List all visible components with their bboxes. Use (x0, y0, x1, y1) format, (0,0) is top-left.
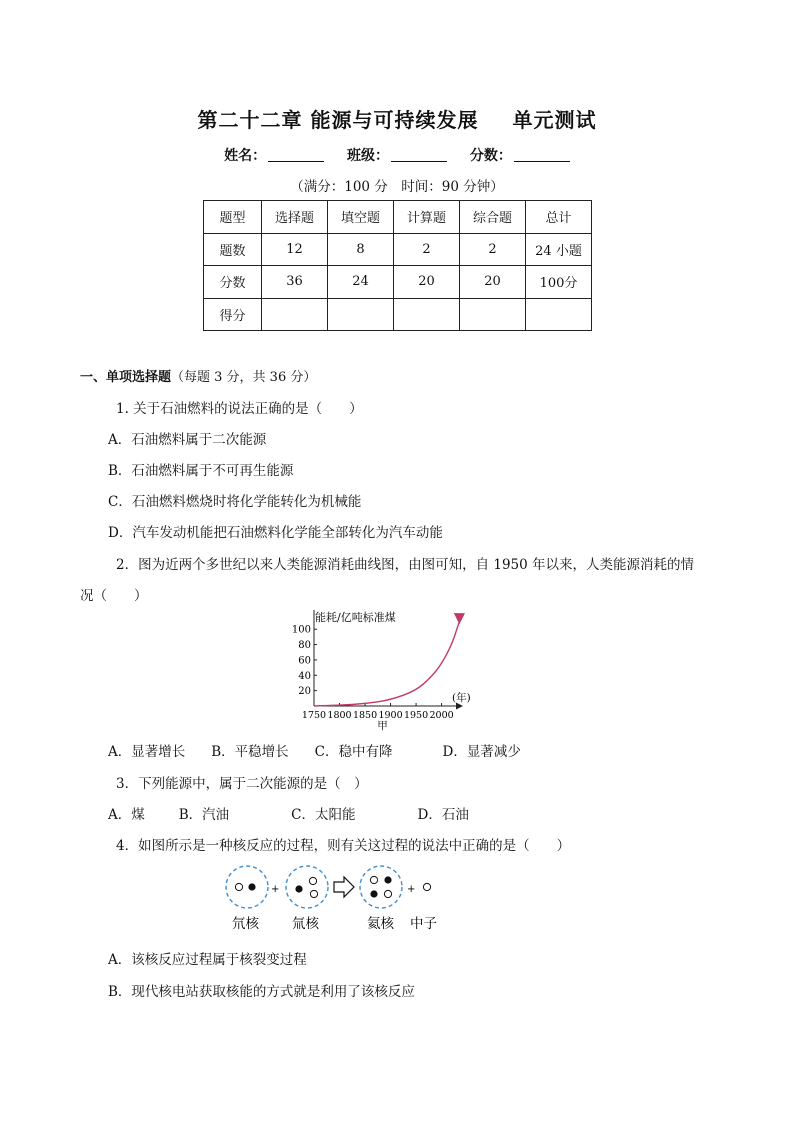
y-tick-label: 80 (298, 640, 311, 652)
q3-option-d[interactable]: D．石油 (417, 807, 469, 823)
y-tick-label: 40 (298, 670, 311, 682)
neutron-particle (310, 890, 317, 897)
y-tick-label: 20 (298, 686, 311, 698)
table-cell: 得分 (204, 298, 262, 331)
q3-option-b[interactable]: B．汽油 (178, 807, 230, 823)
proton-particle (370, 890, 377, 897)
student-info-fields (0, 145, 794, 165)
q2-option-b[interactable]: B．平稳增长 (211, 744, 289, 760)
table-cell: 题数 (204, 233, 262, 266)
score-table (203, 200, 592, 331)
q1-option-d[interactable]: D．汽车发动机能把石油燃料化学能全部转化为汽车动能 (108, 525, 443, 541)
table-cell: 2 (460, 233, 526, 266)
table-cell: 填空题 (328, 201, 394, 234)
table-cell: 分数 (204, 266, 262, 299)
table-row (204, 266, 592, 299)
table-cell: 2 (394, 233, 460, 266)
q4-stem: 4．如图所示是一种核反应的过程，则有关这过程的说法中正确的是（ ） (116, 838, 571, 854)
q2-option-d[interactable]: D．显著减少 (442, 744, 521, 760)
table-cell: 24 (328, 266, 394, 299)
name-field[interactable]: 姓名： (224, 148, 324, 164)
q4-option-a[interactable]: A．该核反应过程属于核裂变过程 (108, 952, 307, 968)
table-cell: 总计 (526, 201, 592, 234)
q1-stem: 1. 关于石油燃料的说法正确的是（ ） (116, 401, 363, 417)
q3-option-a[interactable]: A．煤 (108, 807, 145, 823)
score-input-cell[interactable] (262, 298, 328, 331)
q2-options-row (108, 740, 521, 760)
q3-stem: 3．下列能源中，属于二次能源的是（ ） (116, 776, 368, 792)
x-tick-label: 1900 (378, 710, 403, 721)
deuterium-nucleus-icon (226, 866, 268, 908)
tritium-nucleus-icon (286, 866, 328, 908)
exam-meta: （满分：100 分 时间：90 分钟） (290, 179, 504, 195)
q1-option-c[interactable]: C．石油燃料燃烧时将化学能转化为机械能 (108, 494, 362, 510)
neutron-particle (309, 877, 316, 884)
reaction-arrow-icon (334, 877, 354, 897)
label-helium: 氦核 (367, 916, 394, 932)
q3-option-c[interactable]: C．太阳能 (291, 807, 356, 823)
page-title (0, 104, 794, 133)
label-deuterium: 氘核 (232, 916, 259, 932)
energy-consumption-chart (290, 604, 490, 732)
score-input-cell[interactable] (460, 298, 526, 331)
x-axis-label: (年) (452, 692, 471, 704)
class-field[interactable]: 班级： (347, 148, 447, 164)
table-cell: 8 (328, 233, 394, 266)
table-cell: 选择题 (262, 201, 328, 234)
table-cell: 36 (262, 266, 328, 299)
q2-option-c[interactable]: C．稳中有降 (314, 744, 393, 760)
test-name: 单元测试 (512, 108, 597, 132)
q1-option-a[interactable]: A．石油燃料属于二次能源 (108, 432, 267, 448)
x-tick-label: 1950 (403, 710, 429, 721)
helium-nucleus-icon (360, 866, 402, 908)
q3-options-row (108, 803, 469, 823)
score-input-cell[interactable] (526, 298, 592, 331)
table-row (204, 201, 592, 234)
score-input-cell[interactable] (394, 298, 460, 331)
proton-particle (248, 883, 255, 890)
neutron-particle (423, 883, 430, 890)
neutron-particle (235, 883, 242, 890)
q1-option-b[interactable]: B．石油燃料属于不可再生能源 (108, 463, 294, 479)
score-field[interactable]: 分数： (470, 148, 570, 164)
label-neutron: 中子 (410, 916, 437, 932)
label-tritium: 氚核 (292, 916, 319, 932)
x-tick-label: 1850 (352, 710, 378, 721)
table-cell: 20 (460, 266, 526, 299)
table-cell: 20 (394, 266, 460, 299)
q2-stem-cont: 况（ ） (80, 588, 148, 604)
chart-caption: 甲 (377, 720, 388, 732)
table-cell: 综合题 (460, 201, 526, 234)
plus-sign: + (407, 884, 416, 895)
y-tick-label: 60 (298, 655, 311, 667)
proton-particle (295, 885, 302, 892)
chapter-topic: 能源与可持续发展 (310, 108, 479, 132)
x-tick-label: 1800 (327, 710, 352, 721)
q2-stem: 2．图为近两个多世纪以来人类能源消耗曲线图，由图可知，自 1950 年以来，人类能源消耗的情 (116, 557, 695, 573)
energy-curve (314, 621, 459, 706)
y-axis-label: 能耗/亿吨标准煤 (315, 611, 396, 624)
q2-option-a[interactable]: A．显著增长 (108, 744, 186, 760)
table-cell: 24 小题 (526, 233, 592, 266)
neutron-particle (370, 876, 377, 883)
q4-option-b[interactable]: B．现代核电站获取核能的方式就是利用了该核反应 (108, 984, 415, 1000)
chapter-number: 第二十二章 (197, 108, 303, 132)
y-tick-label: 100 (291, 624, 311, 636)
score-input-cell[interactable] (328, 298, 394, 331)
neutron-particle (384, 890, 391, 897)
table-cell: 题型 (204, 201, 262, 234)
nuclear-fusion-diagram (218, 862, 448, 936)
table-row (204, 233, 592, 266)
plus-sign: + (271, 884, 280, 895)
section-heading: 一、单项选择题（每题 3 分，共 36 分） (80, 370, 317, 385)
table-cell: 12 (262, 233, 328, 266)
table-cell: 100分 (526, 266, 592, 299)
proton-particle (384, 876, 391, 883)
table-row (204, 298, 592, 331)
table-cell: 计算题 (394, 201, 460, 234)
x-tick-label: 1750 (301, 710, 327, 721)
x-tick-label: 2000 (429, 710, 454, 721)
